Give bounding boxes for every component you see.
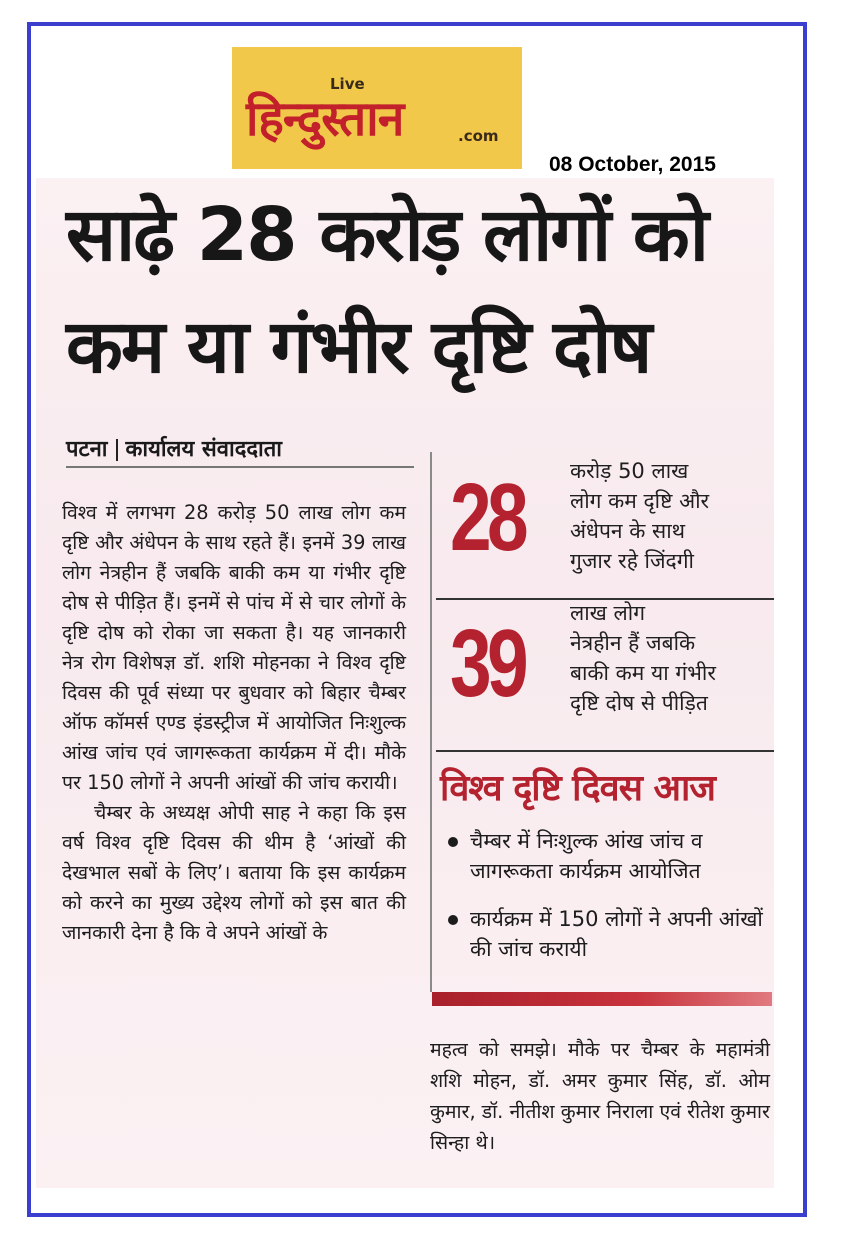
headline-line-2: कम या गंभीर दृष्टि दोष — [66, 304, 651, 390]
stat-block-39 — [436, 600, 774, 752]
byline-separator — [116, 439, 118, 461]
byline-author: कार्यालय संवाददाता — [125, 437, 282, 462]
hindustan-logo — [232, 47, 522, 169]
column-divider — [430, 452, 432, 992]
article-paragraph-1: विश्व में लगभग 28 करोड़ 50 लाख लोग कम दृष्टि और अंधेपन के साथ रहते हैं। इनमें 39 लाख लोग नेत्रहीन हैं जबकि बाकी कम या गंभीर दृष्टि दोष से पीड़ित हैं। इनमें से पांच में से चार लोगों के दृष्टि दोष को रोका जा सकता है। यह जानकारी नेत्र रोग विशेषज्ञ डॉ. शशि मोहनका ने विश्व दृष्टि दिवस की पूर्व संध्या पर बुधवार को बिहार चैम्बर ऑफ कॉमर्स एण्ड इंडस्ट्रीज में आयोजित निःशुल्क आंख जांच एवं जागरूकता कार्यक्रम में दी। मौके पर 150 लोगों ने अपनी आंखों की जांच करायी। — [62, 501, 406, 794]
stat-text: करोड़ 50 लाख लोग कम दृष्टि और अंधेपन के साथ गुजार रहे जिंदगी — [570, 459, 710, 573]
publication-date: 08 October, 2015 — [549, 153, 716, 176]
sidebar-box-title: विश्व दृष्टि दिवस आज — [440, 768, 716, 809]
list-item — [440, 904, 770, 964]
headline-line-1: साढ़े 28 करोड़ लोगों को — [66, 192, 707, 278]
bullet-text: कार्यक्रम में 150 लोगों ने अपनी आंखों की जांच करायी — [470, 907, 763, 961]
byline-rule — [66, 466, 414, 468]
byline-place: पटना — [66, 437, 108, 462]
article-paragraph-2: चैम्बर के अध्यक्ष ओपी साह ने कहा कि इस वर्ष विश्व दृष्टि दिवस की थीम है ‘आंखों की देखभाल सबों के लिए’। बताया कि इस कार्यक्रम को करने का मुख्य उद्देश्य लोगों को इस बात की जानकारी देना है कि वे अपने आंखों के — [62, 801, 406, 944]
article-paragraph-continued: महत्व को समझे। मौके पर चैम्बर के महामंत्री शशि मोहन, डॉ. अमर कुमार सिंह, डॉ. ओम कुमार, डॉ. नीतीश कुमार निराला एवं रीतेश कुमार सिन्हा थे। — [430, 1038, 770, 1154]
list-item — [440, 826, 770, 886]
sidebar-red-bar — [432, 992, 772, 1006]
bullet-text: चैम्बर में निःशुल्क आंख जांच व जागरूकता कार्यक्रम आयोजित — [470, 829, 703, 883]
stat-number: 28 — [450, 464, 524, 571]
article-body-left — [62, 498, 406, 948]
stat-number: 39 — [450, 610, 524, 717]
stat-text: लाख लोग नेत्रहीन हैं जबकि बाकी कम या गंभीर दृष्टि दोष से पीड़ित — [570, 601, 716, 715]
logo-name-text: हिन्दुस्तान — [246, 91, 404, 147]
article-body-right — [430, 1034, 770, 1158]
bullet-dot-icon — [448, 837, 458, 847]
logo-live-text: Live — [330, 75, 365, 93]
logo-com-text: .com — [458, 127, 499, 145]
bullet-dot-icon — [448, 915, 458, 925]
sidebar-bullet-list — [440, 826, 770, 982]
stat-block-28 — [436, 452, 774, 600]
byline — [66, 433, 282, 463]
